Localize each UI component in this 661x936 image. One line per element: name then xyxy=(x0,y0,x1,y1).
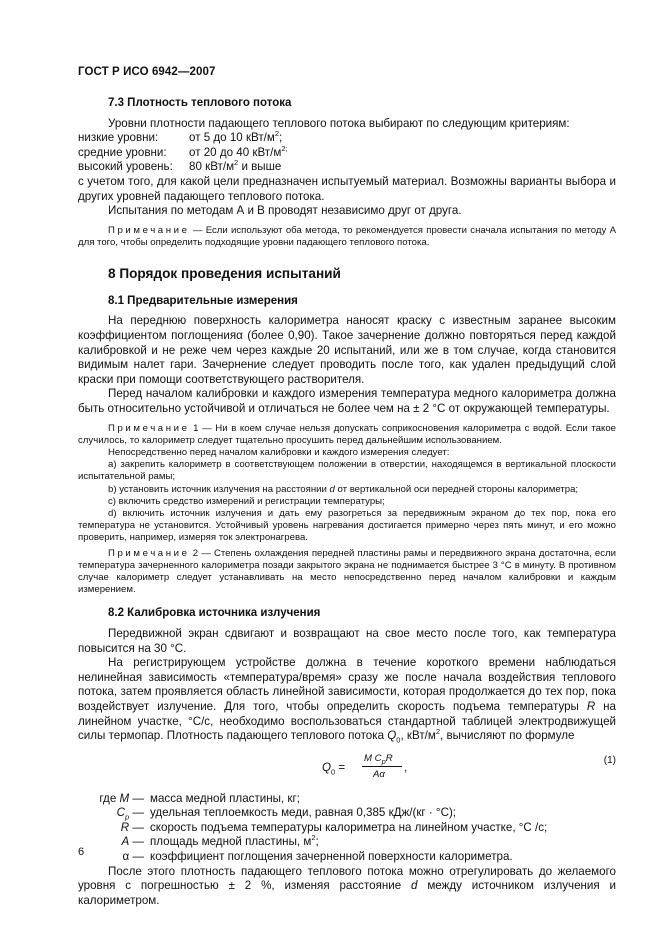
definition-text: масса медной пластины, кг; xyxy=(150,791,300,805)
s82-paragraph-3: После этого плотность падающего теплового потока можно отрегулировать до желаемого уровня с погрешностью ± 2 %, изменяя расстояние d между источником излучения и калориметром. xyxy=(78,864,616,907)
definition-symbol: α — xyxy=(122,850,144,864)
definition-row xyxy=(78,821,616,836)
definition-text: коэффициент поглощения зачерненной поверхности калориметра. xyxy=(150,850,513,864)
s81-paragraph-1: На переднюю поверхность калориметра наносят краску с известным заранее высоким коэффициентом поглощенияα (более 0,90). Такое зачернение должно повторяться перед каждой калибровкой и не реже чем через каждые 20 испытаний, или же в том случае, когда становится видимым налет гари. Зачернение следует проводить после того, как удален предыдущий слой краски при помощи соответствующего растворителя. xyxy=(78,314,616,386)
level-value: от 20 до 40 кВт/$м^{2;}$ xyxy=(189,143,288,159)
s73-note: Примечание — Если используют оба метода, то рекомендуется провести сначала испытания по методу А для того, чтобы определить подходящие уровни падающего теплового потока. xyxy=(78,224,616,248)
level-value: 80 кВт/$м^2$ и выше xyxy=(189,158,282,174)
formula-denominator: Aα xyxy=(373,768,385,780)
list-item-c: c) включить средство измерений и регистрации температуры; xyxy=(108,495,385,507)
list-item-b: b) установить источник излучения на расстоянии d от вертикальной оси передней стороны калориметра; xyxy=(108,483,579,495)
definition-row xyxy=(78,806,616,821)
fraction-bar xyxy=(362,766,402,767)
standard-header: ГОСТ Р ИСО 6942—2007 xyxy=(78,66,216,78)
section-7-3-heading: 7.3 Плотность теплового потока xyxy=(108,97,292,109)
level-label: высокий уровень: xyxy=(78,160,173,174)
s81-note-1-intro: Непосредственно перед началом калибровки и каждого измерения следует: xyxy=(108,446,450,458)
s81-note-1: Примечание 1 — Ни в коем случае нельзя допускать соприкосновения калориметра с водой. Если такое случилось, то калориметр следует тщательно просушить перед дальнейшим использованием. xyxy=(78,422,616,446)
s82-paragraph-2: На регистрирующем устройстве должна в течение короткого времени наблюдаться нелинейная зависимость «температура/время» сразу же после начала воздействия теплового потока, затем проявляется область линейной зависимости, которая продолжается до тех пор, пока воздействует излучение. Для того, чтобы определить скорость подъема температуры R на линейном участке, °С/с, необходимо воспользоваться стандартной таблицей электродвижущей силы термопар. Плотность падающего теплового потока $Q_0$, кВт/$м^2$, вычисляют по формуле xyxy=(78,656,616,745)
list-item-a: a) закрепить калориметр в соответствующем положении в отверстии, находящемся в вертикальной плоскости испытательной рамы; xyxy=(78,459,616,483)
definition-symbol: A — xyxy=(121,835,144,849)
s81-note-2: Примечание 2 — Степень охлаждения передней пластины рамы и передвижного экрана достаточна, если температура зачерненного калориметра позади закрытого экрана не поднимается быстрее 3 °С в минуту. В противном случае калориметр следует устанавливать на место непосредственно перед началом калибровки и каждым измерением. xyxy=(78,547,616,596)
s73-intro: Уровни плотности падающего теплового потока выбирают по следующим критериям: xyxy=(108,116,570,130)
level-value: от 5 до 10 кВт/$м^2$; xyxy=(189,129,283,145)
definition-symbol: $C_p$ — xyxy=(116,806,144,822)
formula-number: (1) xyxy=(603,754,616,766)
definition-text: удельная теплоемкость меди, равная 0,385 кДж/(кг · °С); xyxy=(150,806,457,820)
level-row xyxy=(78,131,616,146)
definition-row xyxy=(78,835,616,850)
formula-numerator: M $C_pR$ xyxy=(364,752,393,766)
formula-1 xyxy=(78,750,616,790)
s81-paragraph-2: Перед началом калибровки и каждого измерения температура медного калориметра должна быть относительно устойчивой и отличаться не более чем на ± 2 °С от окружающей температуры. xyxy=(78,387,616,415)
s73-methods: Испытания по методам А и В проводят независимо друг от друга. xyxy=(108,204,462,218)
page-content xyxy=(78,92,616,908)
level-label: средние уровни: xyxy=(78,145,167,159)
symbol-definitions xyxy=(78,792,616,865)
level-row xyxy=(78,143,616,161)
definition-row xyxy=(78,792,616,807)
s73-paragraph: с учетом того, для какой цели предназначен испытуемый материал. Возможны варианты выбора и других уровней падающего теплового потока. xyxy=(78,174,616,203)
list-item-d: d) включить источник излучения и дать ему разогреться за передвижным экраном до тех пор, пока его температура не установится. Устойчивый уровень нагревания достигается примерно через пять минут, и его можно проверить, например, измеряя ток электронагрева. xyxy=(78,507,616,544)
definition-text: скорость подъема температуры калориметра на линейном участке, °С /с; xyxy=(150,820,548,834)
level-label: низкие уровни: xyxy=(78,131,159,145)
definition-symbol: R — xyxy=(120,820,144,834)
levels-list xyxy=(78,131,616,175)
section-8-1-heading: 8.1 Предварительные измерения xyxy=(108,294,298,307)
section-8-2-heading: 8.2 Калибровка источника излучения xyxy=(108,607,321,620)
definition-text: площадь медной пластины, $м^2$; xyxy=(150,833,319,849)
s82-paragraph-1: Передвижной экран сдвигают и возвращают на свое место после того, как температура повысится на 30 °С. xyxy=(78,626,616,655)
definition-symbol: где M — xyxy=(99,791,144,805)
definition-row xyxy=(78,850,616,865)
level-row xyxy=(78,160,616,175)
formula-lhs: $Q_0$ = xyxy=(322,760,346,776)
page-number: 6 xyxy=(78,846,85,858)
formula-comma: , xyxy=(404,760,408,774)
section-8-heading: 8 Порядок проведения испытаний xyxy=(108,266,341,282)
